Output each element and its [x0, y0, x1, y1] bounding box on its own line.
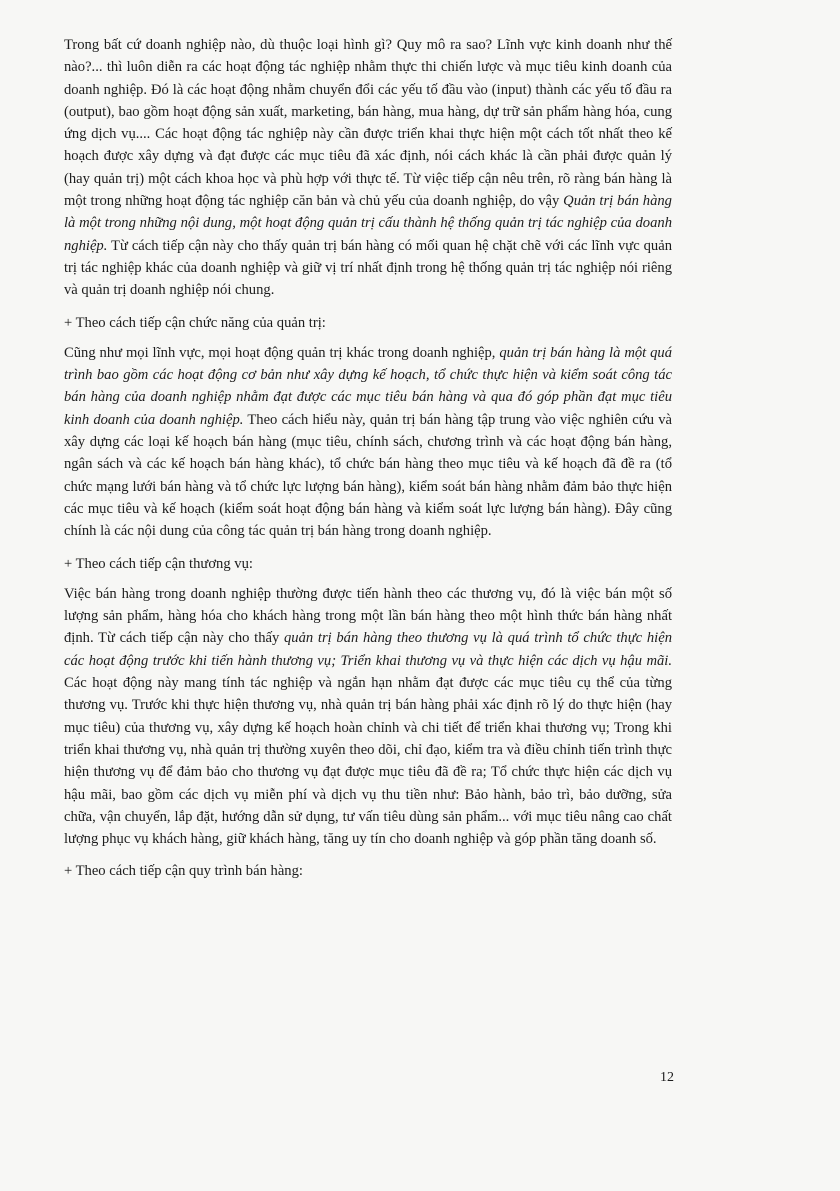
italic-definition: quản trị bán hàng theo thương vụ là quá trình tổ chức thực hiện các hoạt động trước khi tiến hành thương vụ; Triển khai thương vụ và thực hiện các dịch vụ hậu mãi. — [64, 630, 672, 669]
italic-definition: quản trị bán hàng là một quá trình bao gồm các hoạt động cơ bản như xây dựng kế hoạch, tổ chức thực hiện và kiểm soát công tác bán hàng của doanh nghiệp nhằm đạt được các mục tiêu bán hàng và qua đó góp phần đạt mục tiêu kinh doanh của doanh nghiệp. — [64, 344, 673, 428]
text-segment: Cũng như mọi lĩnh vực, mọi hoạt động quản trị khác trong doanh nghiệp, — [64, 344, 500, 361]
section-heading-transaction — [64, 553, 672, 575]
page-number: 12 — [660, 1070, 674, 1085]
text-segment: Việc bán hàng trong doanh nghiệp thường được tiến hành theo các thương vụ, đó là việc bán một số lượng sản phẩm, hàng hóa cho khách hàng trong một lần bán hàng theo một hình thức bán hàng nhất định. Từ cách tiếp cận này cho thấy — [64, 585, 672, 647]
heading-text: + Theo cách tiếp cận quy trình bán hàng: — [64, 863, 303, 880]
section-heading-functional — [64, 312, 672, 334]
paragraph-intro — [64, 34, 672, 302]
text-segment: Theo cách hiểu này, quản trị bán hàng tập trung vào việc nghiên cứu và xây dựng các loại kế hoạch bán hàng (mục tiêu, chính sách, chương trình và các hoạt động bán hàng, ngân sách và các kế hoạch bán hàng khác), tổ chức bán hàng theo mục tiêu và kế hoạch đã đề ra (tổ chức mạng lưới bán hàng và tổ chức lực lượng bán hàng), kiểm soát bán hàng nhằm đảm bảo thực hiện các mục tiêu và kế hoạch (kiểm soát hoạt động bán hàng và kiểm soát lực lượng bán hàng). Đây cũng chính là các nội dung của công tác quản trị bán hàng trong doanh nghiệp. — [64, 411, 672, 540]
paragraph-transaction — [64, 583, 672, 851]
body-text — [64, 34, 672, 891]
section-heading-process — [64, 860, 672, 882]
text-segment: Từ cách tiếp cận này cho thấy quản trị bán hàng có mối quan hệ chặt chẽ với các lĩnh vực quản trị tác nghiệp khác của doanh nghiệp và giữ vị trí nhất định trong hệ thống quản trị tác nghiệp nói riêng và quản trị doanh nghiệp nói chung. — [64, 237, 672, 299]
heading-text: + Theo cách tiếp cận thương vụ: — [64, 555, 253, 572]
paragraph-functional — [64, 342, 672, 543]
text-segment: Các hoạt động này mang tính tác nghiệp và ngắn hạn nhằm đạt được các mục tiêu cụ thể của từng thương vụ. Trước khi thực hiện thương vụ, nhà quản trị bán hàng phải xác định rõ lý do thực hiện (hay mục tiêu) của thương vụ, xây dựng kế hoạch hoàn chỉnh và chi tiết để triển khai thương vụ; Trong khi triển khai thương vụ, nhà quản trị thường xuyên theo dõi, chỉ đạo, kiểm tra và điều chỉnh tiến trình thực hiện thương vụ để đảm bảo cho thương vụ đạt được mục tiêu đã đề ra; Tổ chức thực hiện các dịch vụ hậu mãi, bao gồm các dịch vụ miễn phí và dịch vụ thu tiền như: Bảo hành, bảo trì, bảo dưỡng, sửa chữa, vận chuyển, lắp đặt, hướng dẫn sử dụng, tư vấn tiêu dùng sản phẩm... với mục tiêu nâng cao chất lượng phục vụ khách hàng, giữ khách hàng, tăng uy tín cho doanh nghiệp và góp phần tăng doanh số. — [64, 675, 672, 848]
italic-definition: Quản trị bán hàng là một trong những nội dung, một hoạt động quản trị cấu thành hệ thống quản trị tác nghiệp của doanh nghiệp. — [64, 193, 672, 254]
text-segment: Trong bất cứ doanh nghiệp nào, dù thuộc loại hình gì? Quy mô ra sao? Lĩnh vực kinh doanh như thế nào?... thì luôn diễn ra các hoạt động tác nghiệp nhằm thực thi chiến lược và mục tiêu kinh doanh của doanh nghiệp. Đó là các hoạt động nhằm chuyển đổi các yếu tố đầu vào (input) thành các yếu tố đầu ra (output), bao gồm hoạt động sản xuất, marketing, bán hàng, mua hàng, dự trữ sản phẩm hàng hóa, cung ứng dịch vụ.... Các hoạt động tác nghiệp này cần được triển khai thực hiện một cách tốt nhất theo kế hoạch được xây dựng và đạt được các mục tiêu đã xác định, nói cách khác là cần phải được quản lý (hay quản trị) một cách khoa học và phù hợp với thực tế. Từ việc tiếp cận nêu trên, rõ ràng bán hàng là một trong những hoạt động tác nghiệp căn bản và chủ yếu của doanh nghiệp, do vậy — [64, 37, 672, 210]
heading-text: + Theo cách tiếp cận chức năng của quản trị: — [64, 314, 326, 331]
